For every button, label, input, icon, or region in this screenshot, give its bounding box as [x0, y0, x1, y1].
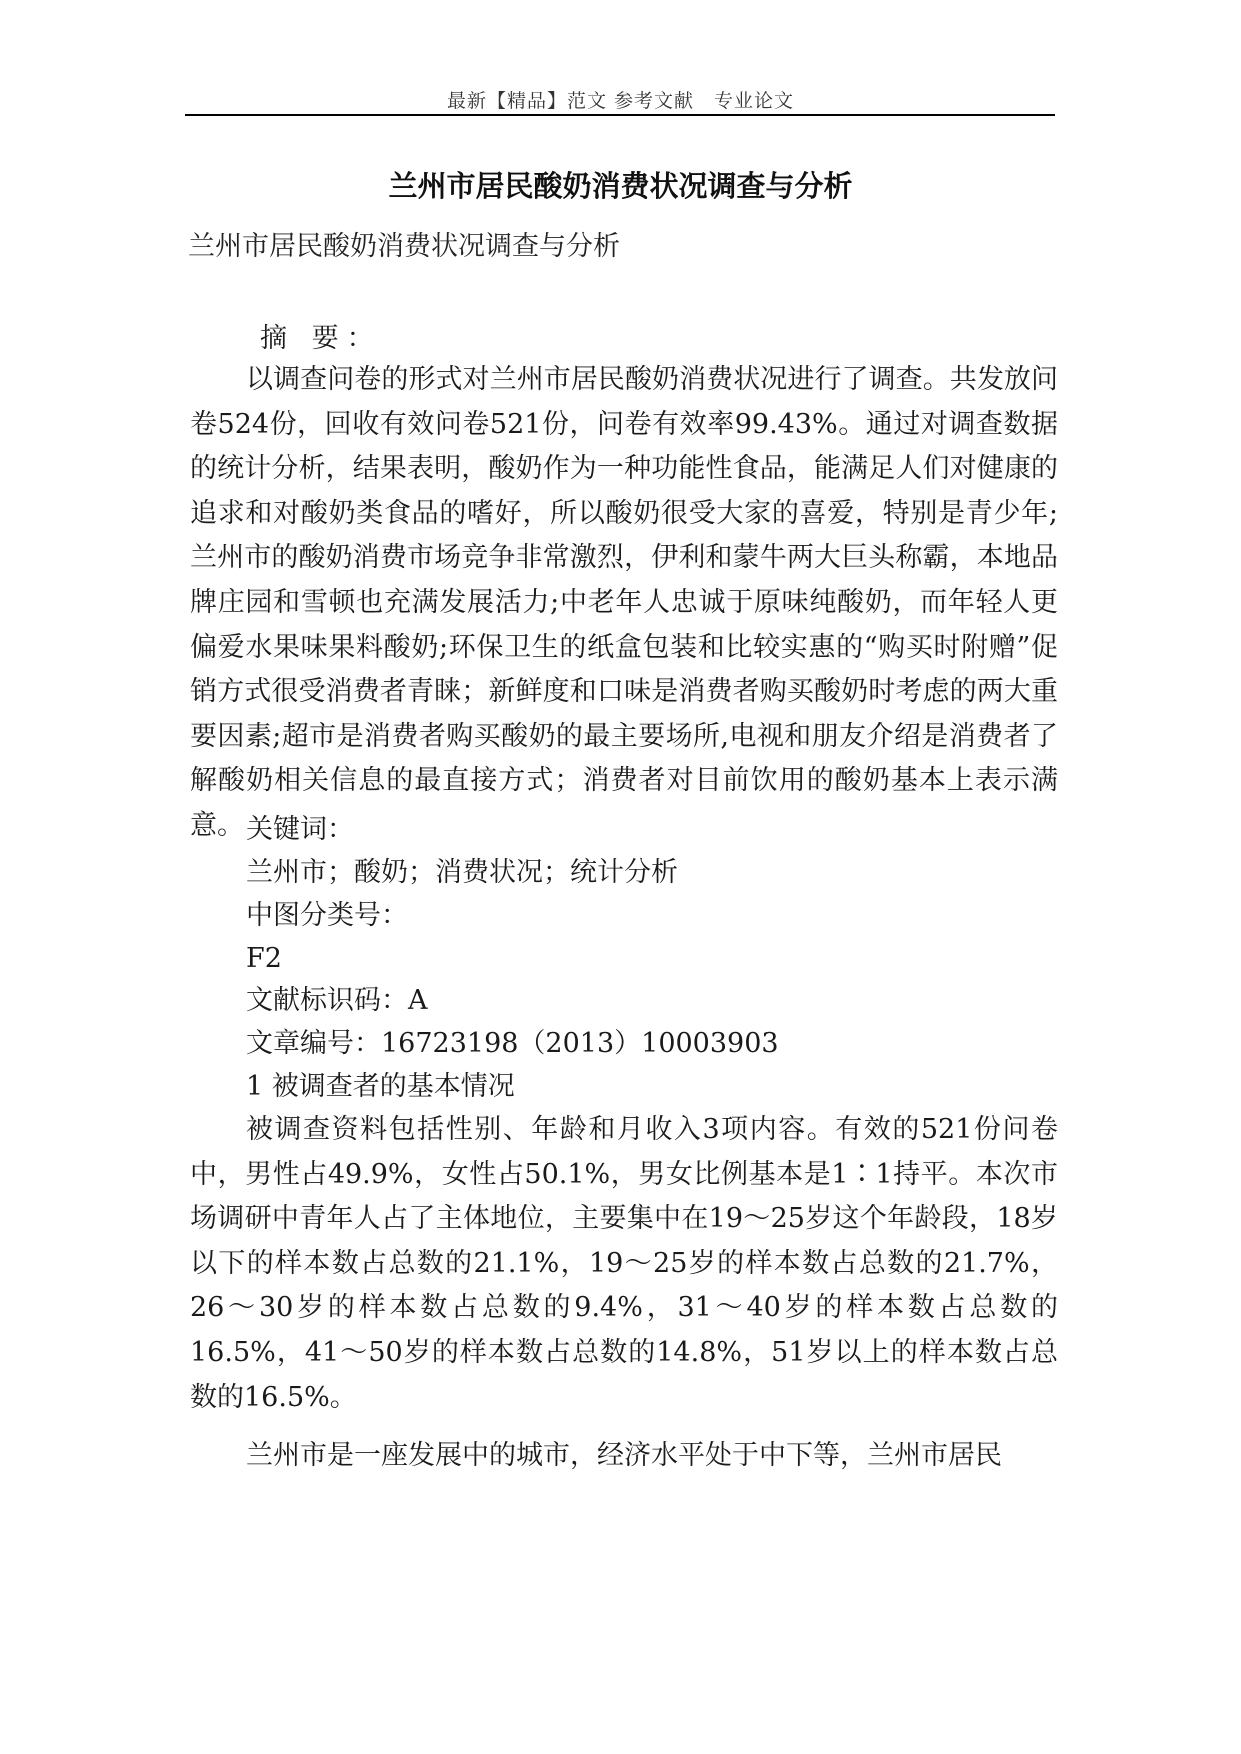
document-title: 兰州市居民酸奶消费状况调查与分析 [388, 169, 853, 203]
header-divider [185, 114, 1055, 116]
classification-label: 中图分类号： [246, 900, 408, 931]
document-code: 文献标识码：A [246, 985, 428, 1016]
document-subtitle: 兰州市居民酸奶消费状况调查与分析 [188, 231, 620, 262]
page-header-text: 最新【精品】范文 参考文献 专业论文 [446, 90, 795, 112]
abstract-heading: 摘 要： [260, 323, 382, 354]
abstract-body: 以调查问卷的形式对兰州市居民酸奶消费状况进行了调查。共发放问卷524份，回收有效问卷521份，问卷有效率99.43%。通过对调查数据的统计分析，结果表明，酸奶作为一种功能性食品，能满足人们对健康的追求和对酸奶类食品的嗜好，所以酸奶很受大家的喜爱，特别是青少年;兰州市的酸奶消费市场竞争非常激烈，伊利和蒙牛两大巨头称霸，本地品牌庄园和雪顿也充满发展活力;中老年人忠诚于原味纯酸奶，而年轻人更偏爱水果味果料酸奶;环保卫生的纸盒包装和比较实惠的“购买时附赠”促销方式很受消费者青睐；新鲜度和口味是消费者购买酸奶时考虑的两大重要因素;超市是消费者购买酸奶的最主要场所,电视和朋友介绍是消费者了解酸奶相关信息的最直接方式；消费者对目前饮用的酸奶基本上表示满意。 [190, 364, 1058, 841]
classification-value: F2 [246, 943, 282, 974]
keywords-label: 关键词： [246, 814, 354, 845]
keywords-value: 兰州市；酸奶；消费状况；统计分析 [246, 857, 678, 888]
section-1-paragraph-1: 被调查资料包括性别、年龄和月收入3项内容。有效的521份问卷中，男性占49.9%，女性占50.1%，男女比例基本是1∶1持平。本次市场调研中青年人占了主体地位，主要集中在19～25岁这个年龄段，18岁以下的样本数占总数的21.1%，19～25岁的样本数占总数的21.7%，26～30岁的样本数占总数的9.4%，31～40岁的样本数占总数的16.5%，41～50岁的样本数占总数的14.8%，51岁以上的样本数占总数的16.5%。 [190, 1114, 1058, 1413]
section-1-paragraph-2: 兰州市是一座发展中的城市，经济水平处于中下等，兰州市居民 [246, 1440, 1002, 1471]
article-number: 文章编号：16723198（2013）10003903 [246, 1028, 779, 1059]
section-1-heading: 1 被调查者的基本情况 [246, 1071, 515, 1102]
